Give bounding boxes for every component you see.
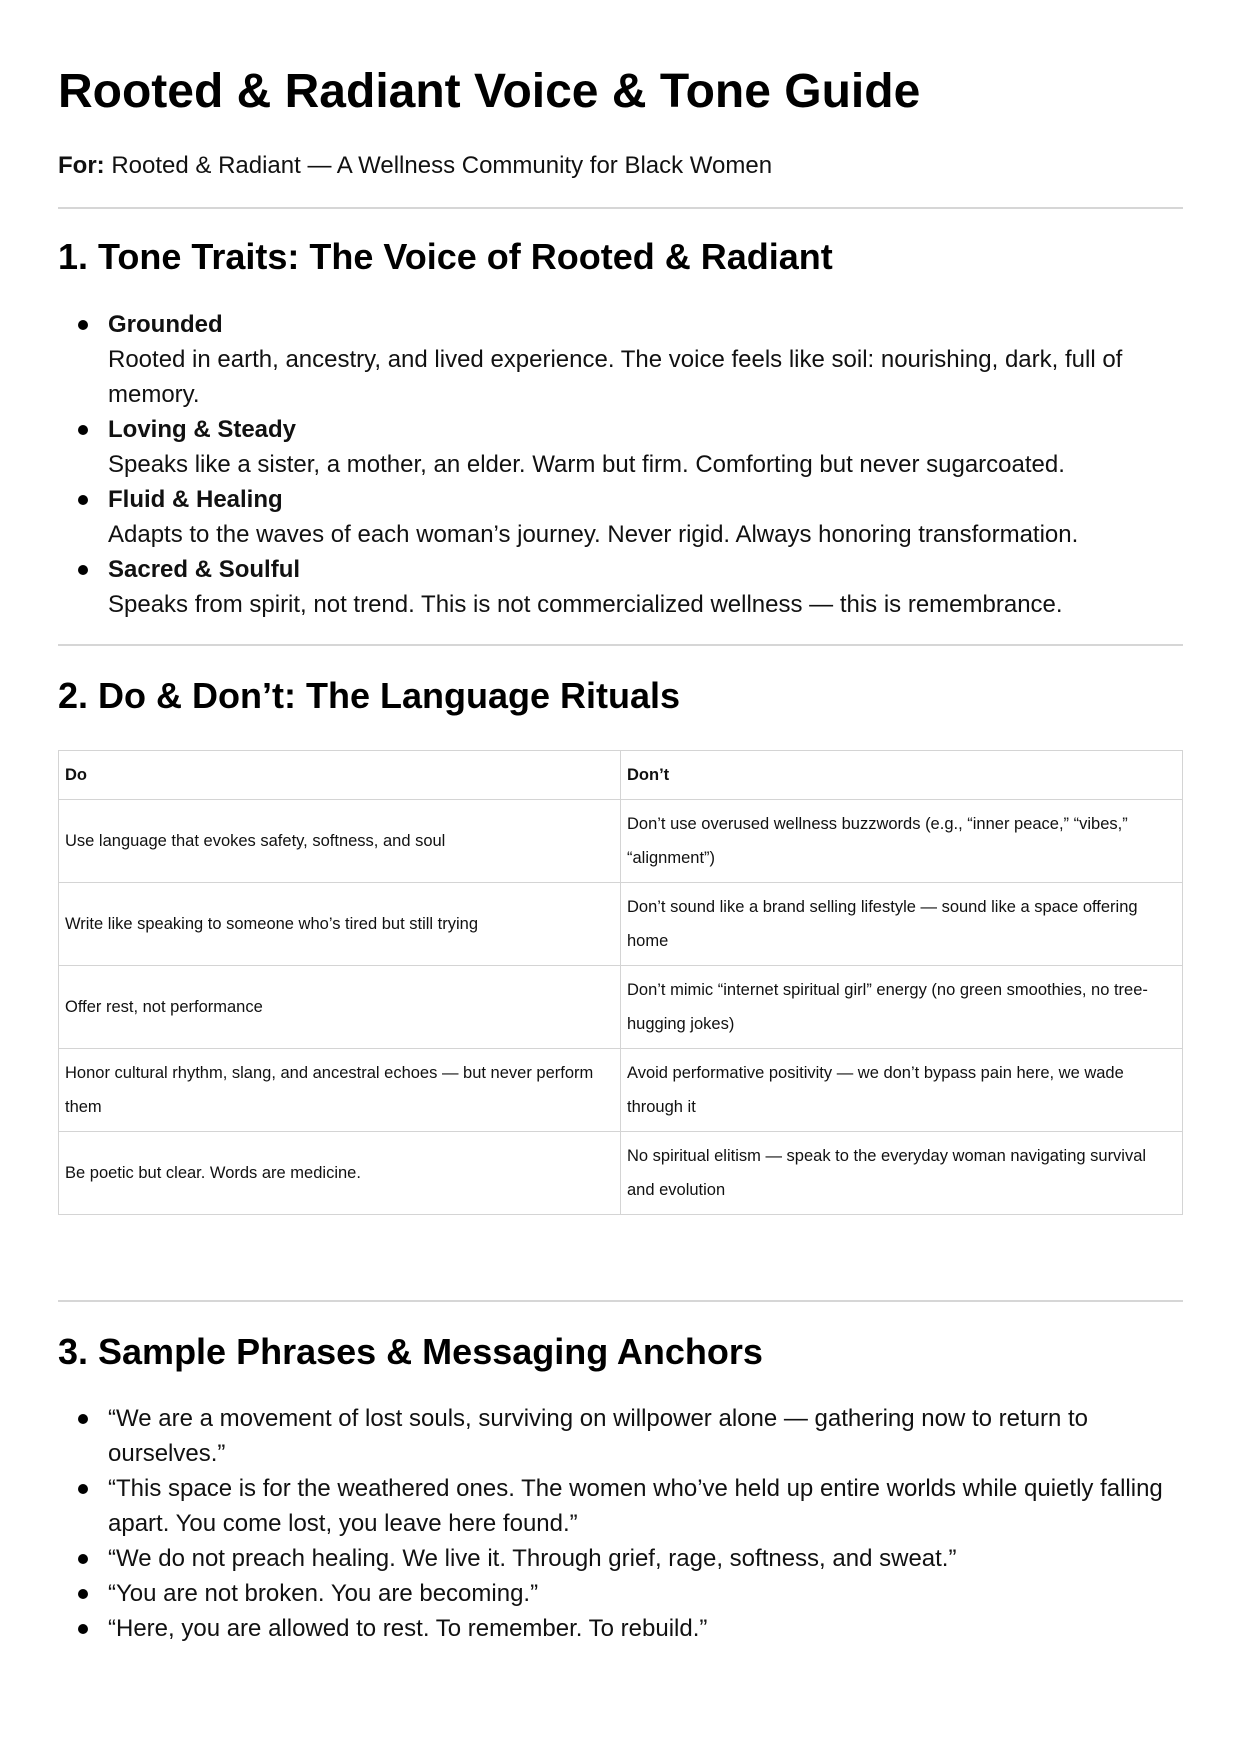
bullet-icon (78, 1484, 88, 1494)
for-line (58, 150, 1183, 182)
section-3-heading: 3. Sample Phrases & Messaging Anchors (58, 1331, 763, 1372)
list-item (58, 412, 1183, 482)
for-value: Rooted & Radiant — A Wellness Community for Black Women (111, 152, 773, 179)
divider (58, 207, 1183, 209)
column-header-do: Do (59, 751, 621, 800)
table-row (59, 800, 1183, 883)
do-cell: Use language that evokes safety, softness, and soul (59, 800, 621, 883)
bullet-icon (78, 320, 88, 330)
do-cell: Write like speaking to someone who’s tired but still trying (59, 883, 621, 966)
section-1-heading: 1. Tone Traits: The Voice of Rooted & Radiant (58, 236, 833, 277)
divider (58, 644, 1183, 646)
column-header-dont: Don’t (621, 751, 1183, 800)
bullet-icon (78, 1624, 88, 1634)
bullet-icon (78, 425, 88, 435)
bullet-icon (78, 1554, 88, 1564)
phrase-text: “Here, you are allowed to rest. To remember. To rebuild.” (108, 1615, 708, 1642)
table-row (59, 883, 1183, 966)
table-row (59, 1132, 1183, 1215)
list-item (58, 1471, 1183, 1541)
tone-traits-list (58, 307, 1183, 622)
sample-phrases-list (58, 1401, 1183, 1646)
list-item (58, 1576, 1183, 1611)
bullet-icon (78, 1589, 88, 1599)
divider (58, 1300, 1183, 1302)
phrase-text: “You are not broken. You are becoming.” (108, 1580, 539, 1607)
do-cell: Offer rest, not performance (59, 966, 621, 1049)
dont-cell: No spiritual elitism — speak to the everyday woman navigating survival and evolution (621, 1132, 1183, 1215)
dont-cell: Don’t use overused wellness buzzwords (e.g., “inner peace,” “vibes,” “alignment”) (621, 800, 1183, 883)
table-header-row (59, 751, 1183, 800)
section-2-heading: 2. Do & Don’t: The Language Rituals (58, 675, 681, 716)
do-cell: Be poetic but clear. Words are medicine. (59, 1132, 621, 1215)
bullet-icon (78, 1414, 88, 1424)
bullet-icon (78, 495, 88, 505)
list-item (58, 1611, 1183, 1646)
trait-name: Fluid & Healing (108, 486, 283, 513)
page-title: Rooted & Radiant Voice & Tone Guide (58, 65, 921, 118)
for-label: For: (58, 152, 105, 179)
trait-name: Grounded (108, 311, 223, 338)
table-row (59, 1049, 1183, 1132)
do-dont-table (58, 750, 1183, 1215)
trait-description: Rooted in earth, ancestry, and lived experience. The voice feels like soil: nourishing, dark, full of memory. (108, 346, 1123, 408)
phrase-text: “We do not preach healing. We live it. Through grief, rage, softness, and sweat.” (108, 1545, 957, 1572)
do-cell: Honor cultural rhythm, slang, and ancestral echoes — but never perform them (59, 1049, 621, 1132)
trait-description: Speaks like a sister, a mother, an elder. Warm but firm. Comforting but never sugarcoated. (108, 451, 1065, 478)
list-item (58, 1541, 1183, 1576)
dont-cell: Avoid performative positivity — we don’t bypass pain here, we wade through it (621, 1049, 1183, 1132)
trait-name: Loving & Steady (108, 416, 297, 443)
trait-description: Speaks from spirit, not trend. This is not commercialized wellness — this is remembrance. (108, 591, 1063, 618)
dont-cell: Don’t sound like a brand selling lifestyle — sound like a space offering home (621, 883, 1183, 966)
list-item (58, 307, 1183, 412)
dont-cell: Don’t mimic “internet spiritual girl” energy (no green smoothies, no tree-hugging jokes) (621, 966, 1183, 1049)
phrase-text: “This space is for the weathered ones. The women who’ve held up entire worlds while quietly falling apart. You come lost, you leave here found.” (108, 1475, 1163, 1537)
phrase-text: “We are a movement of lost souls, surviving on willpower alone — gathering now to return to ourselves.” (108, 1405, 1089, 1467)
bullet-icon (78, 565, 88, 575)
list-item (58, 1401, 1183, 1471)
list-item (58, 552, 1183, 622)
table-row (59, 966, 1183, 1049)
trait-name: Sacred & Soulful (108, 556, 301, 583)
list-item (58, 482, 1183, 552)
trait-description: Adapts to the waves of each woman’s journey. Never rigid. Always honoring transformation. (108, 521, 1079, 548)
